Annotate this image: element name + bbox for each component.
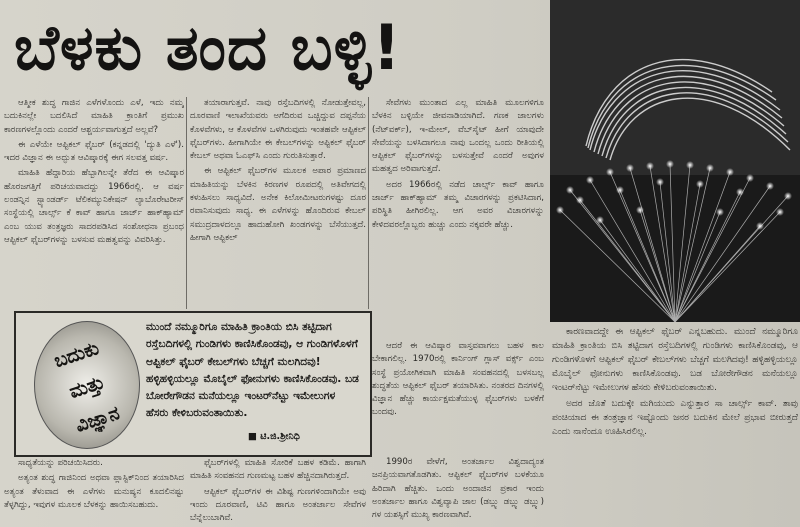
- paragraph: ಈ ಎಳೆಯೇ ಆಪ್ಟಿಕಲ್ ಫೈಬರ್ (ಕನ್ನಡದಲ್ಲಿ 'ದ್ಯುತಿ ಎಳೆ'). ಇದರ ವಿಜ್ಞಾನ ಈ ಅದ್ಭುತ ಆವಿಷ್ಕಾರಕ್ಕೆ ಈಗ ಸಲವತ್ತ ವರ್ಷ.: [4, 139, 184, 164]
- boxout-panel: [14, 311, 372, 457]
- paragraph: 1990ರ ವೇಳೆಗೆ, ಅಂತರ್ಜಾಲ ವಿಶ್ವದಾದ್ಯಂತ ಜನಪ್ರಿಯವಾಗತೊಡಗಿತು. ಆಪ್ಟಿಕಲ್ ಫೈಬರ್‌ಗಳ ಬಳಕೆಯೂ ಹಿರಿದಾಗಿ ಹೆಚ್ಚಿತು. ಒಂದು ಅಂದಾಜಿನ ಪ್ರಕಾರ ಇಂದು ಅಂತರ್ಜಾಲ ಹಾಗೂ ವಿಶ್ವವ್ಯಾಪಿ ಜಾಲ (ಡಬ್ಲ್ಯು ಡಬ್ಲ್ಯು ಡಬ್ಲ್ಯು) ಗಳ ಯಶಸ್ಸಿಗೆ ಮುಖ್ಯ ಕಾರಣವಾಗಿವೆ.: [372, 457, 544, 521]
- seal-word: ವಿಜ್ಞಾನ: [72, 401, 123, 437]
- article-column-2: [190, 97, 366, 309]
- paragraph: ಆತ್ಮೀಕ ಶುದ್ಧ ಗಾಜಿನ ಎಳೆಗಳೊಂದು ಎಳೆ, ಇದು ನಮ್ಮ ಬದುಕಿನಲ್ಲೇ ಬದಲಿಸಿದೆ ಮಾಹಿತಿ ಕ್ರಾಂತಿಗೆ ಪ್ರಮುಖ ಕಾರಣಗಳಲ್ಲೊಂದು ಎಂದರೆ ಆಶ್ಚರ್ಯವಾಗುತ್ತದೆ ಅಲ್ಲವೆ?: [4, 98, 184, 135]
- headline: ಬೆಳಕು ತಂದ ಬಳ್ಳಿ!: [14, 11, 402, 84]
- seal-text: [22, 322, 152, 451]
- paragraph: ಅತ್ಯಂತ ಶುದ್ಧ ಗಾಜಿನಿಂದ ಅಥವಾ ಪ್ಲಾಸ್ಟಿಕ್‌ನಿಂದ ತಯಾರಿಸಿದ ಅತ್ಯಂತ ತೆಳುವಾದ ಈ ಎಳೆಗಳು ಮನುಷ್ಯನ ಕೂದಲಿನಷ್ಟು ತೆಳ್ಳಗಿದ್ದು, ಇವುಗಳ ಮೂಲಕ ಬೆಳಕನ್ನು ಹಾಯಿಸಬಹುದು.: [4, 473, 184, 510]
- fiber-optic-illustration: [550, 0, 800, 322]
- paragraph: ಅದರ 1966ರಲ್ಲಿ ನಡೆದ ಚಾರ್ಲ್ಸ್ ಕಾವ್ ಹಾಗೂ ಜಾರ್ಜ್ ಹಾಕ್‌ಹ್ಯಾಮ್ ತಮ್ಮ ವಿಚಾರಗಳನ್ನು ಪ್ರಕಟಿಸಿದಾಗ, ಪರಿಸ್ಥಿತಿ ಹೀಗಿರಲಿಲ್ಲ. ಆಗ ಅವರ ವಿಚಾರಗಳನ್ನು ಕೇಳಿದವರಲ್ಲೊಬ್ಬರು ಹುಚ್ಚು ಎಂದು ನಕ್ಕವರೇ ಹೆಚ್ಚು.: [372, 179, 544, 230]
- article-column-3: [372, 97, 544, 335]
- column-rule: [368, 97, 369, 309]
- article-column-6: [4, 457, 184, 527]
- paragraph: ಆದರೆ ಈ ಆವಿಷ್ಕಾರ ವಾಸ್ತವವಾಗಲು ಬಹಳ ಕಾಲ ಬೇಕಾಗಲಿಲ್ಲ. 1970ರಲ್ಲಿ ಕಾರ್ನಿಂಗ್ ಗ್ಲಾಸ್ ವರ್ಕ್ಸ್ ಎಂಬ ಸಂಸ್ಥೆ ಪ್ರಯೋಗಿಕವಾಗಿ ಮಾಹಿತಿ ಸಂವಹನದಲ್ಲಿ ಬಳಸಬಲ್ಲ ಶುದ್ಧತೆಯ ಆಪ್ಟಿಕಲ್ ಫೈಬರ್ ತಯಾರಿಸಿತು. ನಂತರದ ದಿನಗಳಲ್ಲಿ ವಿಜ್ಞಾನ ಹೆಚ್ಚು ಕಾರ್ಯಕ್ಷಮತೆಯುಳ್ಳ ಫೈಬರ್‌ಗಳು ಬಳಕೆಗೆ ಬಂದವು.: [372, 341, 544, 418]
- article-column-8: [552, 325, 798, 525]
- seal-word: ಬದುಕು: [51, 337, 102, 373]
- paragraph: ಅದರ ಜೊತೆ ಬದುಕ್ಕೇ ಮಗಿಯುದು ಎನ್ನುತ್ತಾರ ಸಾ ಚಾರ್ಲ್ಸ್ ಕಾವ್. ತಾವು ಪಂಚಿಯಾದ ಈ ತಂತ್ರಜ್ಞಾನ ಇಷ್ಟೊಂದು ಜನರ ಬದುಕಿನ ಮೇಲೆ ಪ್ರಭಾವ ಬೀರುತ್ತದೆ ಎಂದು ನಾನೆಂದೂ ಊಹಿಸಿರಲಿಲ್ಲ.: [552, 399, 798, 437]
- paragraph: ಸೇವೆಗಳು ಮುಂತಾದ ಎಲ್ಲ ಮಾಹಿತಿ ಮೂಲಗಳಿಗೂ ಬೆಳಕಿನ ಬಳ್ಳಿಯೇ ಜೀವನಾಡಿಯಾಗಿದೆ. ಗಣಕ ಜಾಲಗಳು (ನೆಟ್‌ವರ್ಕ್), ಇ-ಮೇಲ್, ವೆಬ್‌ಸೈಟ್ ಹೀಗೆ ಯಾವುದೇ ಸೇವೆಯನ್ನು ಬಳಸಿದಾಗಲೂ ನಾವು ಒಂದಲ್ಲ ಒಂದು ರೀತಿಯಲ್ಲಿ ಆಪ್ಟಿಕಲ್ ಫೈಬರ್‌ಗಳನ್ನು ಬಳಸುತ್ತೇವೆ ಎಂದರೆ ಅವುಗಳ ಮಹತ್ವದ ಅರಿವಾಗುತ್ತದೆ.: [372, 98, 544, 175]
- paragraph: ಫೈಬರ್‌ಗಳಲ್ಲಿ ಮಾಹಿತಿ ಸೋರಿಕೆ ಬಹಳ ಕಡಿಮೆ. ಹಾಗಾಗಿ ಮಾಹಿತಿ ಸಂವಹನದ ಗುಣಮಟ್ಟ ಬಹಳ ಹೆಚ್ಚಿನದಾಗಿರುತ್ತದೆ.: [190, 458, 366, 482]
- paragraph: ಕಾರಣವಾದದ್ದೇ ಈ ಆಪ್ಟಿಕಲ್ ಫೈಬರ್ ಎನ್ನಬಹುದು. ಮುಂದೆ ನಮ್ಮೂರಿಗೂ ಮಾಹಿತಿ ಕ್ರಾಂತಿಯ ಬಿಸಿ ತಟ್ಟಿದಾಗ ರಸ್ತೆಬದಿಗಳಲ್ಲಿ ಗುಂಡಿಗಳು ಕಾಣಿಸಿಕೊಂಡವು, ಆ ಗುಂಡಿಗಳೊಳಗೆ ಆಪ್ಟಿಕಲ್ ಫೈಬರ್ ಕೇಬಲ್‌ಗಳು ಬೆಚ್ಚಗೆ ಮಲಗಿದವು! ಹಳ್ಳಿಹಳ್ಳಿಯಲ್ಲೂ ಮೊಬೈಲ್ ಫೋನುಗಳು ಕಾಣಿಸಿಕೊಂಡವು. ಬಡ ಬೋರೇಗೌಡನ ಮನೆಯಲ್ಲೂ ಇಂಟರ್‌ನೆಟ್ಟು ಇಮೇಲುಗಳ ಹೆಸರು ಕೇಳಿಬರುವಂತಾಯಿತು.: [552, 327, 798, 393]
- seal-word: ಮತ್ತು: [66, 371, 108, 403]
- life-and-science-seal: [34, 321, 140, 449]
- paragraph: ಈ ಆಪ್ಟಿಕಲ್ ಫೈಬರ್‌ಗಳ ಮೂಲಕ ಅಪಾರ ಪ್ರಮಾಣದ ಮಾಹಿತಿಯನ್ನು ಬೆಳಕಿನ ಕಿರಣಗಳ ರೂಪದಲ್ಲಿ ಅತಿವೇಗದಲ್ಲಿ ಕಳುಹಿಸಲು ಸಾಧ್ಯವಿದೆ. ಅನೇಕ ಕಿಲೋಮೀಟರುಗಳಷ್ಟು ದೂರ ರವಾನಿಸುವುದು ಸಾಧ್ಯ. ಈ ಎಳೆಗಳನ್ನು ಹೊಂದಿರುವ ಕೇಬಲ್ ಸಮುದ್ರದಾಳದಲ್ಲೂ ಹಾದುಹೋಗಿ ಖಂಡಗಳನ್ನು ಬೆಸೆಯುತ್ತದೆ. ಹೀಗಾಗಿ ಆಪ್ಟಿಕಲ್: [190, 166, 366, 243]
- article-column-5: [372, 456, 544, 526]
- boxout-text: ಮುಂದೆ ನಮ್ಮೂರಿಗೂ ಮಾಹಿತಿ ಕ್ರಾಂತಿಯ ಬಿಸಿ ತಟ್ಟಿದಾಗ ರಸ್ತೆಬದಿಗಳಲ್ಲಿ ಗುಂಡಿಗಳು ಕಾಣಿಸಿಕೊಂಡವು, ಆ ಗುಂಡಿಗಳೊಳಗೆ ಆಪ್ಟಿಕಲ್ ಫೈಬರ್ ಕೇಬಲ್‌ಗಳು ಬೆಚ್ಚಗೆ ಮಲಗಿದವು! ಹಳ್ಳಿಹಳ್ಳಿಯಲ್ಲೂ ಮೊಬೈಲ್ ಫೋನುಗಳು ಕಾಣಿಸಿಕೊಂಡವು. ಬಡ ಬೋರೇಗೌಡನ ಮನೆಯಲ್ಲೂ ಇಂಟರ್‌ನೆಟ್ಟು ಇಮೇಲುಗಳ ಹೆಸರು ಕೇಳಿಬರುವಂತಾಯಿತು.: [146, 321, 359, 420]
- paragraph: ತಯಾರಾಗುತ್ತವೆ. ನಾವು ರಸ್ತೆಬದಿಗಳಲ್ಲಿ ನೋಡುತ್ತೇವಲ್ಲ, ದೂರವಾಣಿ ಇಲಾಖೆಯವರು ಅಗೆದಿರುವ ಒಚ್ಚಿದ್ದುವ ದಪ್ಪನೆಯ ಕೊಳವೆಗಳು, ಆ ಕೊಳವೆಗಳ ಒಳಗಿರುವುದು ಇಂತಹವೇ ಆಪ್ಟಿಕಲ್ ಫೈಬರ್‌ಗಳು. ಹೀಗಾಗಿಯೇ ಈ ಕೇಬಲ್‌ಗಳನ್ನು ಆಪ್ಟಿಕಲ್ ಫೈಬರ್ ಕೇಬಲ್ ಅಥವಾ ಓಎಫ್‌ಸಿ ಎಂದು ಗುರುತಿಸುತ್ತಾರೆ.: [190, 98, 366, 162]
- column-rule: [186, 97, 187, 309]
- article-column-7: [190, 457, 366, 527]
- paragraph: ಸಾಧ್ಯತೆಯನ್ನು ಪರಿಚಯಿಸಿದರು.: [18, 458, 103, 468]
- fiber-optic-photo: [550, 0, 800, 322]
- paragraph: ಮಾಹಿತಿ ಹೆದ್ದಾರಿಯ ಹೆಬ್ಬಾಗಿಲನ್ನೇ ತೆರೆದ ಈ ಆವಿಷ್ಕಾರ ಹೊರಜಗತ್ತಿಗೆ ಪರಿಚಯವಾದದ್ದು 1966ರಲ್ಲಿ. ಆ ವರ್ಷ ಲಂಡನ್ನಿನ ಸ್ಟ್ಯಾಂಡರ್ಡ್ ಟೆಲಿಕಮ್ಯುನಿಕೇಷನ್ ಲ್ಯಾಬೊರೇಟರೀಸ್ ಸಂಸ್ಥೆಯಲ್ಲಿ ಚಾರ್ಲ್ಸ್ ಕೆ ಕಾವ್ ಹಾಗೂ ಜಾರ್ಜ್ ಹಾಕ್‌ಹ್ಯಾಮ್ ಎಂಬ ಯುವ ತಂತ್ರಜ್ಞರು ಸಾದರಪಡಿಸಿದ ಸಂಶೋಧನಾ ಪ್ರಬಂಧ ಆಪ್ಟಿಕಲ್ ಫೈಬರ್‌ಗಳನ್ನು ಬಳಸುವ ಮಹತ್ವವನ್ನು ವಿವರಿಸಿತ್ತು.: [4, 168, 184, 245]
- paragraph: ಆಪ್ಟಿಕಲ್ ಫೈಬರ್‌ಗಳ ಈ ವಿಶಿಷ್ಟ ಗುಣಗಳಿಂದಾಗಿಯೇ ಅವು ಇಂದು ದೂರವಾಣಿ, ಟಿವಿ ಹಾಗೂ ಅಂತರ್ಜಾಲ ಸೇವೆಗಳ ಬೆನ್ನೆಲುಬಾಗಿವೆ.: [190, 486, 366, 524]
- article-column-4: [372, 340, 544, 452]
- byline: ■ ಟಿ.ಜಿ.ಶ್ರೀನಿಧಿ: [248, 431, 300, 442]
- article-column-1: [4, 97, 184, 309]
